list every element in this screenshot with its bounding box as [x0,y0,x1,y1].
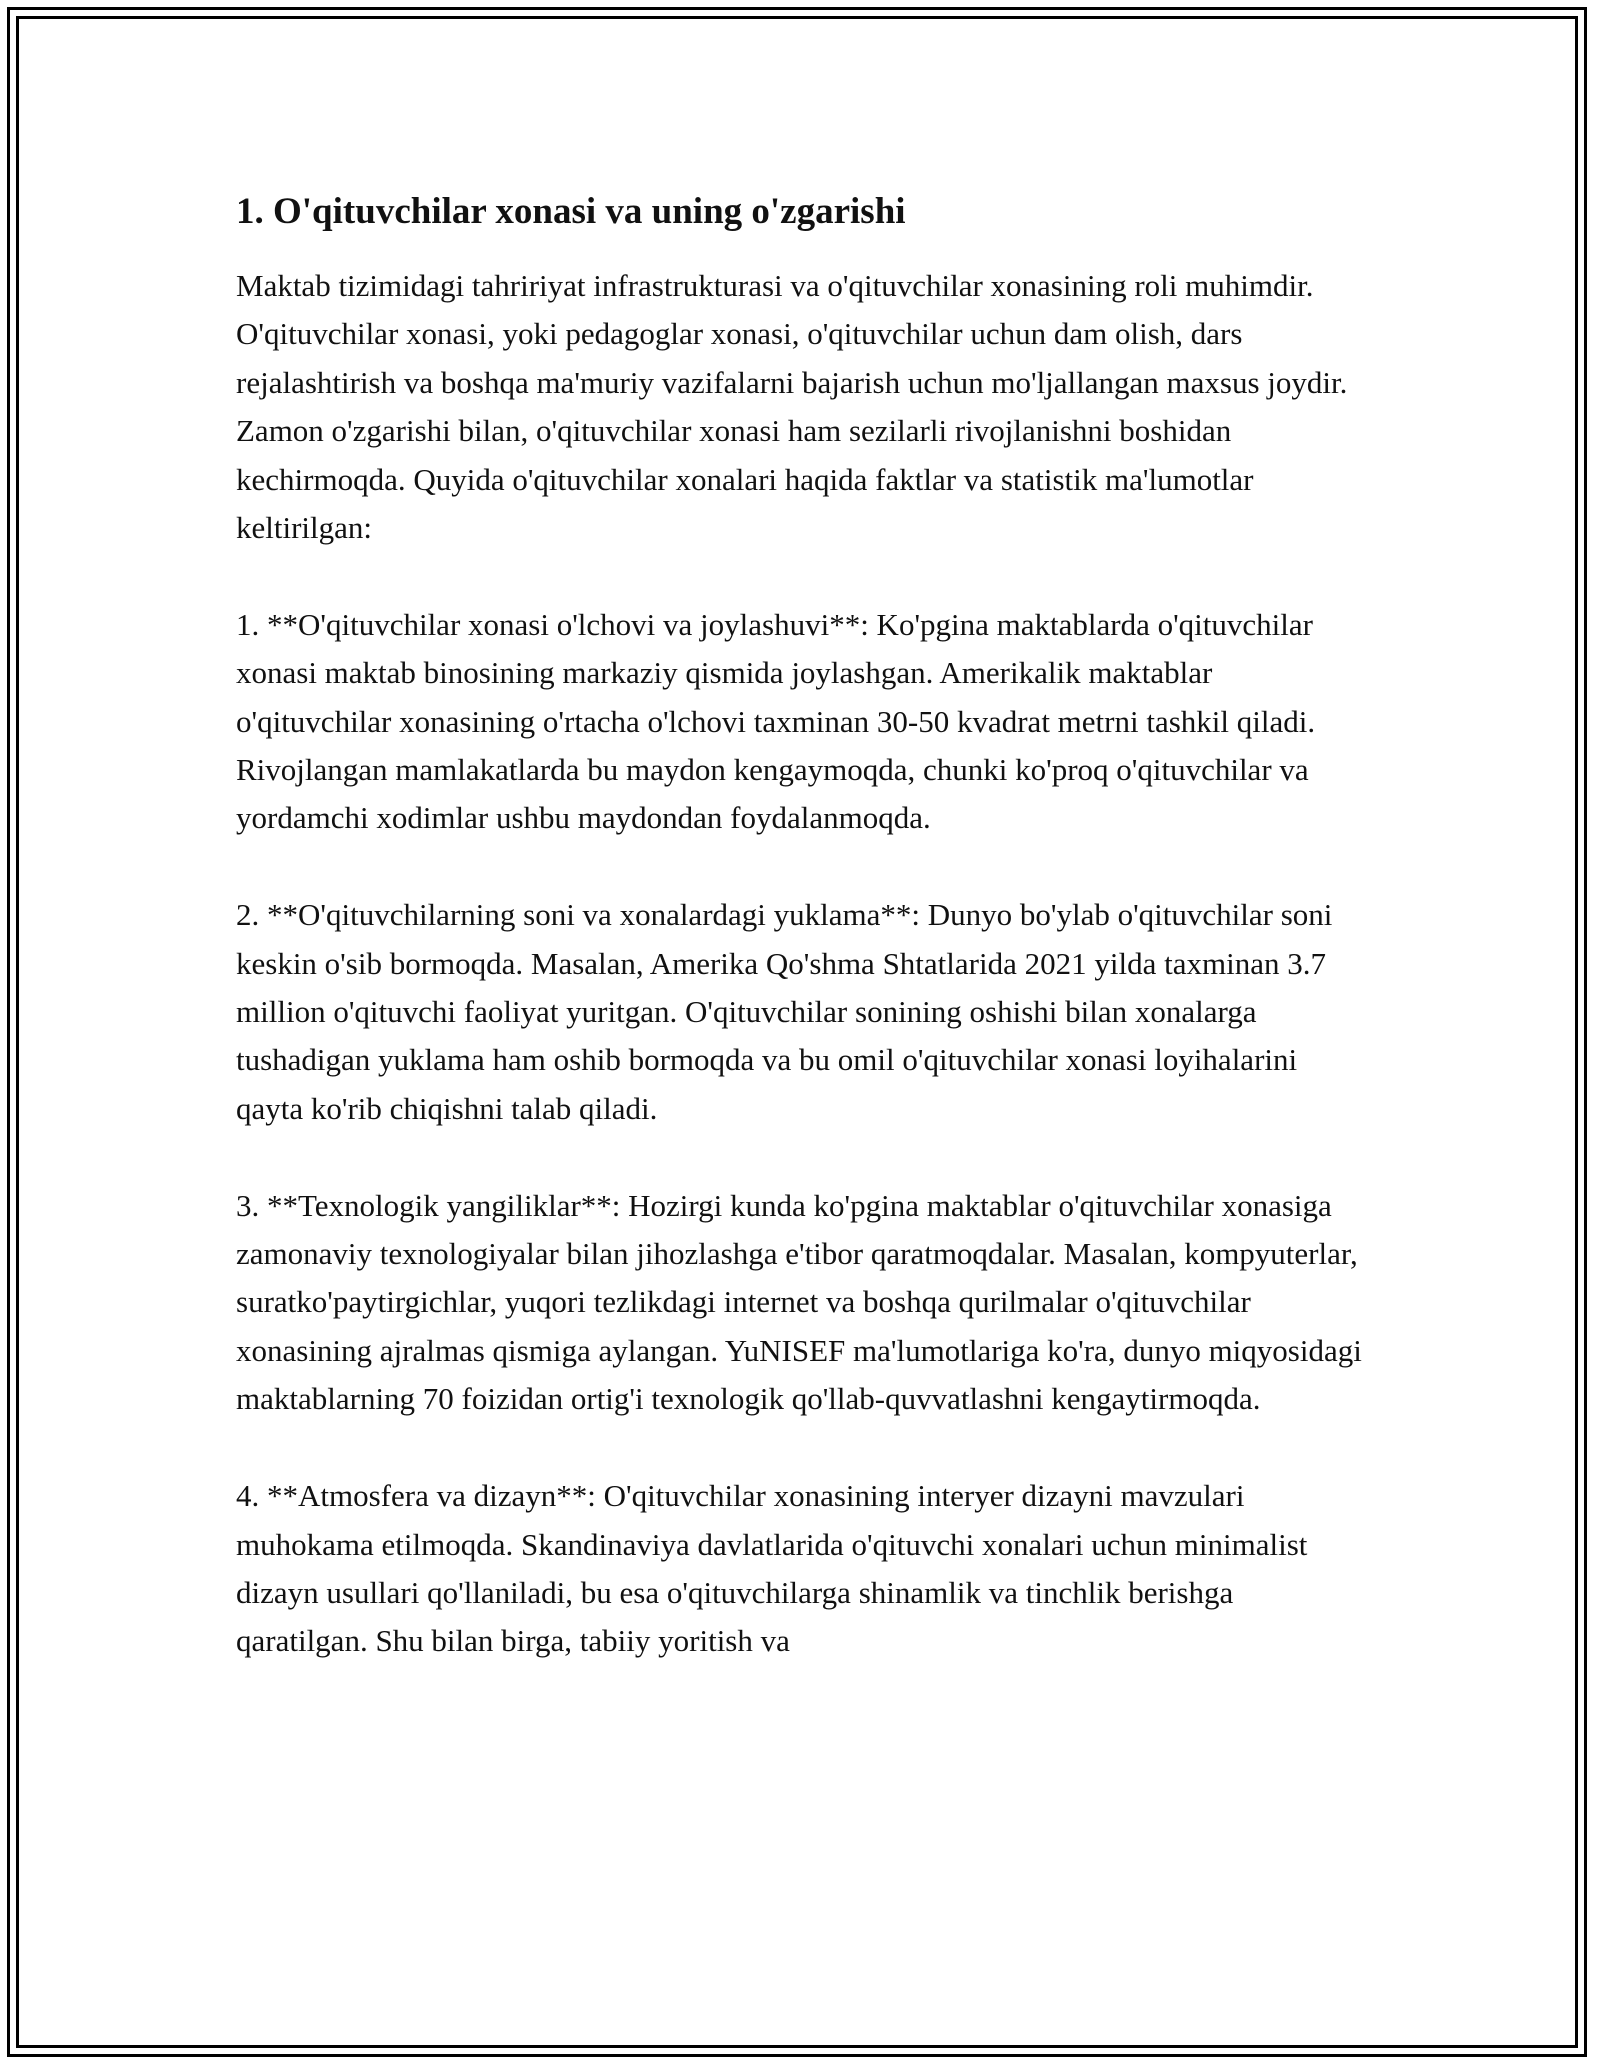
intro-paragraph: Maktab tizimidagi tahririyat infrastrukturasi va o'qituvchilar xonasining roli muhimdir. O'qituvchilar xonasi, yoki pedagoglar xonasi, o'qituvchilar uchun dam olish, dars rejalashtirish va boshqa ma'muriy vazifalarni bajarish uchun mo'ljallangan maxsus joydir. Zamon o'zgarishi bilan, o'qituvchilar xonasi ham sezilarli rivojlanishni boshidan kechirmoqda. Quyida o'qituvchilar xonalari haqida faktlar va statistik ma'lumotlar keltirilgan: [236,268,1348,546]
list-item-1: 1. **O'qituvchilar xonasi o'lchovi va joylashuvi**: Ko'pgina maktablarda o'qituvchilar xonasi maktab binosining markaziy qismida joylashgan. Amerikalik maktablar o'qituvchilar xonasining o'rtacha o'lchovi taxminan 30-50 kvadrat metrni tashkil qiladi. Rivojlangan mamlakatlarda bu maydon kengaymoqda, chunki ko'proq o'qituvchilar va yordamchi xodimlar ushbu maydondan foydalanmoqda. [236,606,1316,836]
document-body [236,188,1366,1714]
list-item-2: 2. **O'qituvchilarning soni va xonalardagi yuklama**: Dunyo bo'ylab o'qituvchilar soni keskin o'sib bormoqda. Masalan, Amerika Qo'shma Shtatlarida 2021 yilda taxminan 3.7 million o'qituvchi faoliyat yuritgan. O'qituvchilar sonining oshishi bilan xonalarga tushadigan yuklama ham oshib bormoqda va bu omil o'qituvchilar xonasi loyihalarini qayta ko'rib chiqishni talab qiladi. [236,897,1333,1126]
list-item-4: 4. **Atmosfera va dizayn**: O'qituvchilar xonasining interyer dizayni mavzulari muhokama etilmoqda. Skandinaviya davlatlarida o'qituvchi xonalari uchun minimalist dizayn usullari qo'llaniladi, bu esa o'qituvchilarga shinamlik va tinchlik berishga qaratilgan. Shu bilan birga, tabiiy yoritish va [236,1478,1308,1659]
list-item-3: 3. **Texnologik yangiliklar**: Hozirgi kunda ko'pgina maktablar o'qituvchilar xonasiga zamonaviy texnologiyalar bilan jihozlashga e'tibor qaratmoqdalar. Masalan, kompyuterlar, suratko'paytirgichlar, yuqori tezlikdagi internet va boshqa qurilmalar o'qituvchilar xonasining ajralmas qismiga aylangan. YuNISEF ma'lumotlariga ko'ra, dunyo miqyosidagi maktablarning 70 foizidan ortig'i texnologik qo'llab-quvvatlashni kengaytirmoqda. [236,1187,1362,1417]
document-title: 1. O'qituvchilar xonasi va uning o'zgarishi [236,191,906,232]
